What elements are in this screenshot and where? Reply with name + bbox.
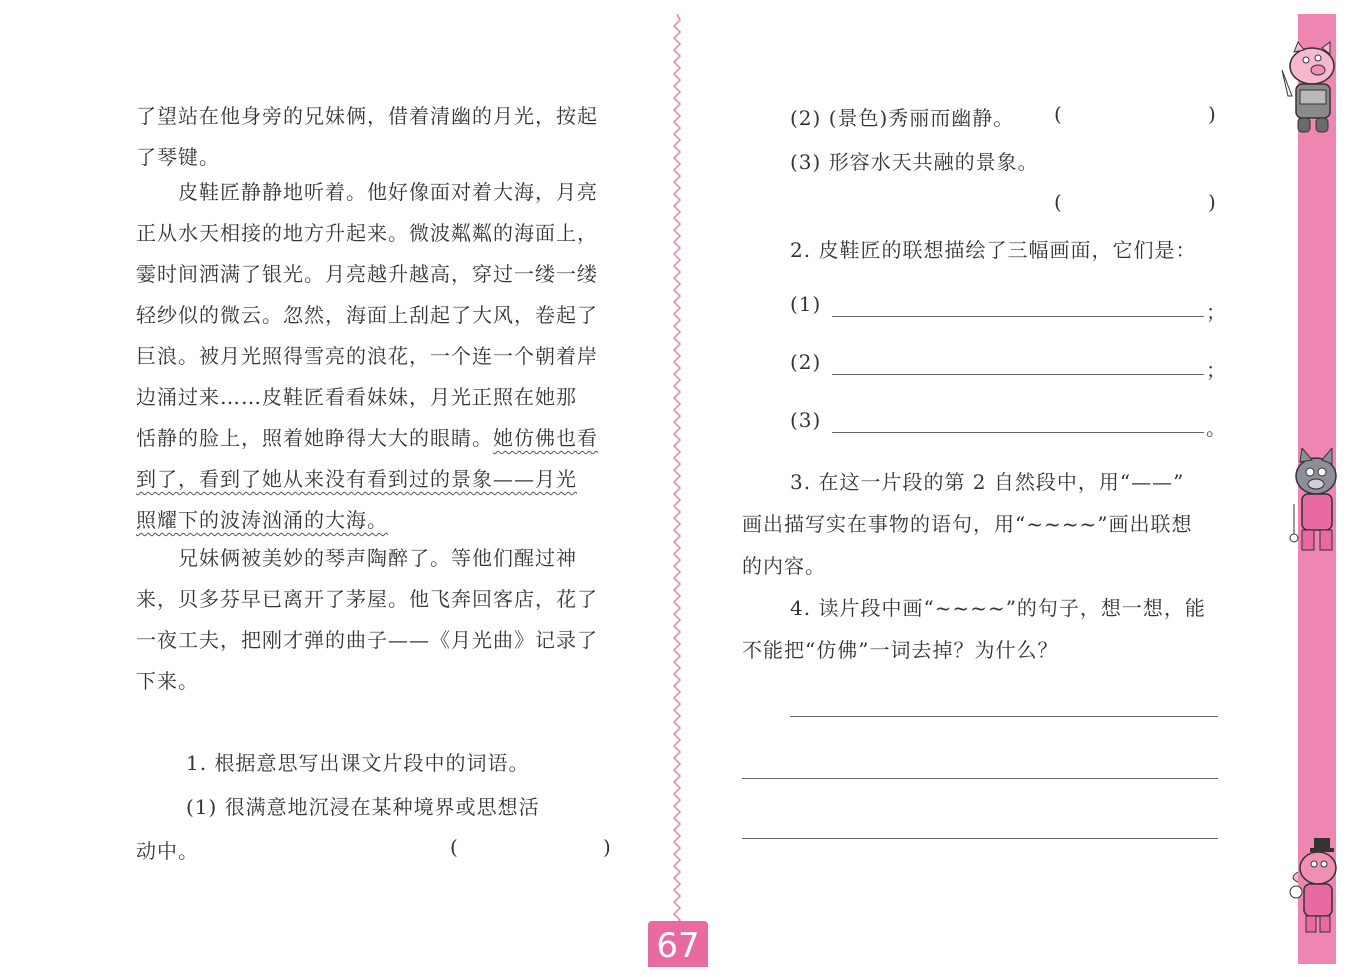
question-4-cont: 不能把“仿佛”一词去掉？为什么？ [742, 638, 1059, 662]
answer-paren-close: ) [1208, 102, 1216, 126]
question-2-item-label: (3) [790, 408, 822, 432]
answer-paren-close: ) [603, 835, 611, 859]
wavy-underlined-text: 照耀下的波涛汹涌的大海。 [136, 508, 388, 532]
text-line: 巨浪。被月光照得雪亮的浪花，一个连一个朝着岸 [136, 344, 598, 368]
text-line: 下来。 [136, 669, 199, 693]
question-2-item-label: (1) [790, 292, 822, 316]
question-4: 4. 读片段中画“~~~~”的句子，想一想，能 [790, 596, 1206, 620]
wolf-cartoon-icon [1284, 448, 1342, 560]
question-3-cont: 画出描写实在事物的语句，用“~~~~”画出联想 [742, 512, 1193, 536]
answer-blank-line[interactable] [742, 778, 1218, 779]
question-3-cont: 的内容。 [742, 554, 826, 578]
question-2: 2. 皮鞋匠的联想描绘了三幅画面，它们是： [790, 238, 1197, 262]
question-1-item-3: (3) 形容水天共融的景象。 [790, 150, 1039, 174]
answer-blank-line[interactable] [790, 716, 1218, 717]
text-line: 皮鞋匠静静地听着。他好像面对着大海，月亮 [178, 180, 598, 204]
question-1-item-2: (2) (景色)秀丽而幽静。 [790, 106, 1015, 130]
punctuation: 。 [1206, 416, 1227, 440]
answer-blank-line[interactable] [832, 432, 1204, 433]
question-1-item-1: (1) 很满意地沉浸在某种境界或思想活 [186, 795, 540, 819]
text-line: 正从水天相接的地方升起来。微波粼粼的海面上， [136, 221, 598, 245]
question-3: 3. 在这一片段的第 2 自然段中，用“——” [790, 470, 1185, 494]
answer-blank-line[interactable] [832, 374, 1204, 375]
answer-paren-open: ( [1054, 190, 1062, 214]
text-line: 边涌过来……皮鞋匠看看妹妹，月光正照在她那 [136, 385, 577, 409]
answer-blank-line[interactable] [742, 838, 1218, 839]
right-page [684, 0, 1294, 977]
text-line: 了望站在他身旁的兄妹俩，借着清幽的月光，按起 [136, 104, 598, 128]
question-2-item-label: (2) [790, 350, 822, 374]
text-line: 兄妹俩被美妙的琴声陶醉了。等他们醒过神 [178, 546, 577, 570]
left-page [0, 0, 670, 977]
answer-blank-line[interactable] [832, 316, 1204, 317]
text-line: 轻纱似的微云。忽然，海面上刮起了大风，卷起了 [136, 303, 598, 327]
question-1: 1. 根据意思写出课文片段中的词语。 [186, 751, 530, 775]
text-line: 一夜工夫，把刚才弹的曲子——《月光曲》记录了 [136, 628, 598, 652]
answer-paren-open: ( [450, 835, 458, 859]
book-spine [670, 14, 684, 934]
text-segment: 恬静的脸上，照着她睁得大大的眼睛。 [136, 426, 493, 450]
text-line: 了琴键。 [136, 145, 220, 169]
pig-cartoon-icon [1278, 40, 1340, 136]
answer-paren-close: ) [1208, 190, 1216, 214]
answer-paren-open: ( [1054, 102, 1062, 126]
wavy-underlined-text: 到了，看到了她从来没有看到过的景象——月光 [136, 467, 577, 491]
text-line [136, 422, 598, 451]
fox-cartoon-icon [1284, 838, 1340, 938]
text-line: 霎时间洒满了银光。月亮越升越高，穿过一缕一缕 [136, 262, 598, 286]
text-line: 来，贝多芬早已离开了茅屋。他飞奔回客店，花了 [136, 587, 598, 611]
page-number: 67 [648, 921, 708, 967]
punctuation: ； [1206, 300, 1227, 324]
punctuation: ； [1206, 358, 1227, 382]
wavy-underlined-text: 她仿佛也看 [493, 426, 598, 450]
question-1-item-1-cont: 动中。 [136, 839, 199, 863]
